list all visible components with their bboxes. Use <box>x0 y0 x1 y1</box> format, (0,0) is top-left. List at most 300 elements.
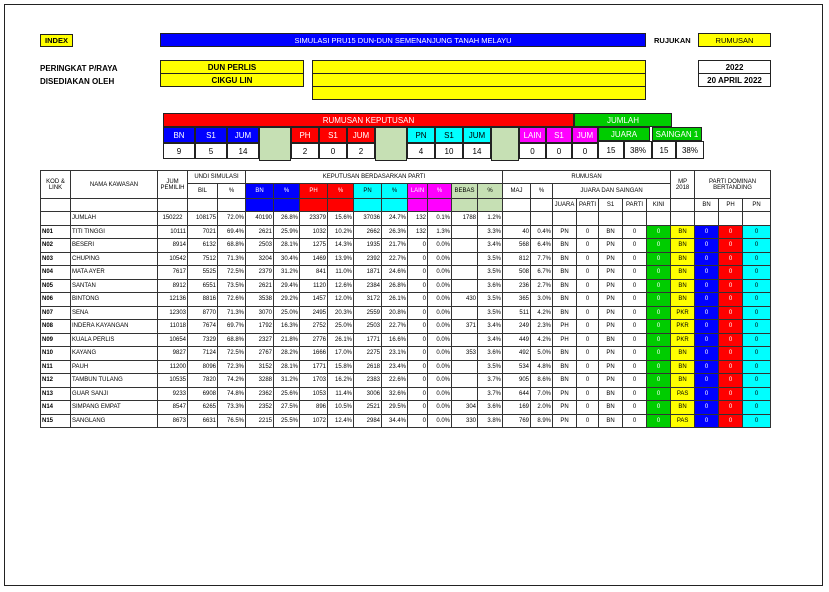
kini-cell: 0 <box>647 239 671 253</box>
mp2018-cell: PAS <box>671 414 695 428</box>
maj-pct: 2.3% <box>531 320 553 334</box>
mp2018-cell: BN <box>671 225 695 239</box>
juara-cell: BN <box>553 347 577 361</box>
ph-pct: 10.2% <box>328 225 354 239</box>
nama-kawasan: GUAR SANJI <box>71 387 158 401</box>
bebas-pct: 3.6% <box>478 347 503 361</box>
kod-link[interactable]: N01 <box>41 225 71 239</box>
empty-cell <box>274 199 300 212</box>
dominan-pn-cell: 0 <box>743 360 771 374</box>
pn-pct: 22.6% <box>382 374 408 388</box>
bebas-pct: 3.4% <box>478 239 503 253</box>
mp2018-cell: BN <box>671 252 695 266</box>
bebas-pct: 3.6% <box>478 279 503 293</box>
year-value: 2022 <box>698 60 771 74</box>
ph-pct: 12.6% <box>328 279 354 293</box>
dominan-bn-cell: 0 <box>695 401 719 415</box>
ph-undi: 1032 <box>300 225 328 239</box>
pn-undi: 1771 <box>354 333 382 347</box>
ph-pct: 15.8% <box>328 360 354 374</box>
lain-undi: 0 <box>408 252 428 266</box>
pn-pct: 20.8% <box>382 306 408 320</box>
dominan-pn-cell: 0 <box>743 252 771 266</box>
nama-kawasan: MATA AYER <box>71 266 158 280</box>
empty-cell <box>671 199 695 212</box>
pn-undi: 2503 <box>354 320 382 334</box>
pn-undi: 2392 <box>354 252 382 266</box>
kod-link[interactable]: N02 <box>41 239 71 253</box>
table-row[interactable] <box>41 225 771 239</box>
ph-pct: 13.9% <box>328 252 354 266</box>
note-field-1[interactable] <box>312 60 646 74</box>
dominan-ph-cell: 0 <box>719 293 743 307</box>
kini-cell: 0 <box>647 252 671 266</box>
lain-undi: 0 <box>408 374 428 388</box>
pn-pct: 21.7% <box>382 239 408 253</box>
empty-cell <box>553 212 577 226</box>
date-value: 20 APRIL 2022 <box>698 73 771 87</box>
mp2018-cell: PKR <box>671 306 695 320</box>
bebas-undi <box>452 374 478 388</box>
mp2018-cell: PAS <box>671 387 695 401</box>
bn-pct: 16.3% <box>274 320 300 334</box>
nama-kawasan: PAUH <box>71 360 158 374</box>
disediakan-value[interactable]: CIKGU LIN <box>160 73 304 87</box>
maj-undi: 644 <box>503 387 531 401</box>
kod-link[interactable]: N15 <box>41 414 71 428</box>
parti2-cell: 0 <box>623 279 647 293</box>
kini-cell: 0 <box>647 266 671 280</box>
undi-pct: 74.8% <box>218 387 246 401</box>
results-table <box>40 170 771 428</box>
rujukan-label: RUJUKAN <box>654 36 691 45</box>
kod-link[interactable]: N12 <box>41 374 71 388</box>
bebas-pct: 3.8% <box>478 414 503 428</box>
ph-undi: 1703 <box>300 374 328 388</box>
empty-cell <box>577 212 599 226</box>
header-pn-pct: % <box>382 184 408 199</box>
empty-cell <box>354 199 382 212</box>
dominan-bn-cell: 0 <box>695 320 719 334</box>
pn-pct: 16.6% <box>382 333 408 347</box>
maj-undi: 40 <box>503 225 531 239</box>
summary-saingan-value: 15 <box>652 141 676 159</box>
summary-header-ph-jum: JUM <box>347 127 375 143</box>
jumlah-cell: 132 <box>408 212 428 226</box>
rujukan-value[interactable]: RUMUSAN <box>698 33 771 47</box>
kod-link[interactable]: N14 <box>41 401 71 415</box>
undi-bil: 6265 <box>188 401 218 415</box>
pn-undi: 1935 <box>354 239 382 253</box>
bn-undi: 3152 <box>246 360 274 374</box>
bn-undi: 2379 <box>246 266 274 280</box>
header-ph-pct: % <box>328 184 354 199</box>
pn-undi: 2618 <box>354 360 382 374</box>
parti-cell: 0 <box>577 225 599 239</box>
bn-undi: 3070 <box>246 306 274 320</box>
bebas-undi <box>452 225 478 239</box>
table-row[interactable] <box>41 347 771 361</box>
lain-undi: 0 <box>408 279 428 293</box>
pn-pct: 32.6% <box>382 387 408 401</box>
parti-cell: 0 <box>577 387 599 401</box>
table-row[interactable] <box>41 293 771 307</box>
header-dominan-pn: PN <box>743 199 771 212</box>
ph-pct: 17.0% <box>328 347 354 361</box>
table-row[interactable] <box>41 279 771 293</box>
bebas-undi: 371 <box>452 320 478 334</box>
kini-cell: 0 <box>647 225 671 239</box>
ph-undi: 1457 <box>300 293 328 307</box>
header-bebas-pct: % <box>478 184 503 199</box>
undi-bil: 7512 <box>188 252 218 266</box>
table-row[interactable] <box>41 414 771 428</box>
header-bn-pct: % <box>274 184 300 199</box>
table-row[interactable] <box>41 320 771 334</box>
summary-spacer-2 <box>375 127 407 161</box>
ph-undi: 1275 <box>300 239 328 253</box>
dominan-ph-cell: 0 <box>719 239 743 253</box>
ph-pct: 11.0% <box>328 266 354 280</box>
s1-cell: BN <box>599 401 623 415</box>
table-row[interactable] <box>41 333 771 347</box>
undi-bil: 7124 <box>188 347 218 361</box>
pn-pct: 26.1% <box>382 293 408 307</box>
juara-cell: PN <box>553 387 577 401</box>
peringkat-value[interactable]: DUN PERLIS <box>160 60 304 74</box>
header-s1: S1 <box>599 199 623 212</box>
header-mp2018: MP 2018 <box>671 171 695 199</box>
bebas-undi <box>452 266 478 280</box>
kod-link[interactable]: N11 <box>41 360 71 374</box>
s1-cell: PN <box>599 279 623 293</box>
undi-pct: 72.5% <box>218 266 246 280</box>
lain-pct: 0.0% <box>428 374 452 388</box>
lain-undi: 132 <box>408 225 428 239</box>
undi-pct: 68.8% <box>218 239 246 253</box>
table-row[interactable] <box>41 387 771 401</box>
summary-value-ph-jum: 2 <box>347 143 375 159</box>
table-row[interactable] <box>41 252 771 266</box>
pn-pct: 24.6% <box>382 266 408 280</box>
bn-undi: 3538 <box>246 293 274 307</box>
maj-pct: 8.6% <box>531 374 553 388</box>
header-undi-simulasi: UNDI SIMULASI <box>188 171 246 184</box>
kod-link[interactable]: N07 <box>41 306 71 320</box>
mp2018-cell: BN <box>671 266 695 280</box>
note-field-3[interactable] <box>312 86 646 100</box>
header-ph: PH <box>300 184 328 199</box>
ph-undi: 2776 <box>300 333 328 347</box>
header-juara-saingan: JUARA DAN SAINGAN <box>553 184 671 199</box>
ph-pct: 14.3% <box>328 239 354 253</box>
dominan-pn-cell: 0 <box>743 279 771 293</box>
nama-kawasan: BINTONG <box>71 293 158 307</box>
lain-undi: 0 <box>408 293 428 307</box>
nama-kawasan: SANTAN <box>71 279 158 293</box>
dominan-pn-cell: 0 <box>743 320 771 334</box>
ph-pct: 12.4% <box>328 414 354 428</box>
bn-pct: 30.4% <box>274 252 300 266</box>
maj-pct: 6.4% <box>531 239 553 253</box>
parti-cell: 0 <box>577 347 599 361</box>
dominan-ph-cell: 0 <box>719 387 743 401</box>
kod-link[interactable]: N10 <box>41 347 71 361</box>
pn-undi: 2984 <box>354 414 382 428</box>
jum-pemilih: 7617 <box>158 266 188 280</box>
jumlah-cell: 1.2% <box>478 212 503 226</box>
kod-link[interactable]: N03 <box>41 252 71 266</box>
header-bn: BN <box>246 184 274 199</box>
header-jum-pemilih: JUM PEMILIH <box>158 171 188 199</box>
table-row[interactable] <box>41 306 771 320</box>
jum-pemilih: 11018 <box>158 320 188 334</box>
maj-undi: 249 <box>503 320 531 334</box>
note-field-2[interactable] <box>312 73 646 87</box>
mp2018-cell: BN <box>671 347 695 361</box>
nama-kawasan: SIMPANG EMPAT <box>71 401 158 415</box>
empty-cell <box>188 199 218 212</box>
header-parti-dominan: PARTI DOMINAN BERTANDING <box>695 171 771 199</box>
dominan-ph-cell: 0 <box>719 401 743 415</box>
dominan-ph-cell: 0 <box>719 279 743 293</box>
pn-undi: 2275 <box>354 347 382 361</box>
pn-undi: 2559 <box>354 306 382 320</box>
ph-undi: 841 <box>300 266 328 280</box>
kod-link[interactable]: N06 <box>41 293 71 307</box>
ph-pct: 20.3% <box>328 306 354 320</box>
table-row[interactable] <box>41 360 771 374</box>
empty-cell <box>531 212 553 226</box>
lain-pct: 0.0% <box>428 387 452 401</box>
maj-pct: 4.2% <box>531 333 553 347</box>
kini-cell: 0 <box>647 387 671 401</box>
summary-juara-value: 15 <box>598 141 624 159</box>
maj-undi: 511 <box>503 306 531 320</box>
dominan-bn-cell: 0 <box>695 279 719 293</box>
index-button[interactable]: INDEX <box>40 34 73 47</box>
pn-pct: 23.4% <box>382 360 408 374</box>
undi-pct: 69.4% <box>218 225 246 239</box>
summary-value-pn: 4 <box>407 143 435 159</box>
summary-bn-col <box>163 127 195 159</box>
juara-cell: PN <box>553 225 577 239</box>
dominan-bn-cell: 0 <box>695 293 719 307</box>
lain-pct: 0.0% <box>428 239 452 253</box>
header-keputusan: KEPUTUSAN BERDASARKAN PARTI <box>246 171 503 184</box>
s1-cell: PN <box>599 252 623 266</box>
parti2-cell: 0 <box>623 225 647 239</box>
summary-header-lain-s1: S1 <box>546 127 572 143</box>
nama-kawasan: SANGLANG <box>71 414 158 428</box>
empty-cell <box>246 199 274 212</box>
nama-kawasan: TAMBUN TULANG <box>71 374 158 388</box>
parti2-cell: 0 <box>623 401 647 415</box>
summary-value-pn-s1: 10 <box>435 143 463 159</box>
bebas-pct: 3.3% <box>478 225 503 239</box>
parti-cell: 0 <box>577 333 599 347</box>
ph-undi: 2495 <box>300 306 328 320</box>
dominan-pn-cell: 0 <box>743 293 771 307</box>
bebas-pct: 3.7% <box>478 374 503 388</box>
ph-undi: 2752 <box>300 320 328 334</box>
pn-pct: 22.7% <box>382 320 408 334</box>
kod-link[interactable]: N13 <box>41 387 71 401</box>
header-kod: KOD & LINK <box>41 171 71 199</box>
kod-link[interactable]: N04 <box>41 266 71 280</box>
parti-cell: 0 <box>577 401 599 415</box>
maj-pct: 2.0% <box>531 401 553 415</box>
parti-cell: 0 <box>577 374 599 388</box>
ph-undi: 1771 <box>300 360 328 374</box>
kini-cell: 0 <box>647 360 671 374</box>
lain-undi: 0 <box>408 414 428 428</box>
nama-kawasan: INDERA KAYANGAN <box>71 320 158 334</box>
undi-pct: 74.2% <box>218 374 246 388</box>
header-bil: BIL <box>188 184 218 199</box>
maj-pct: 7.0% <box>531 387 553 401</box>
header-maj: MAJ <box>503 184 531 199</box>
juara-cell: PH <box>553 320 577 334</box>
table-row[interactable] <box>41 401 771 415</box>
bn-pct: 25.0% <box>274 306 300 320</box>
jumlah-cell: 0.1% <box>428 212 452 226</box>
kod-link[interactable]: N09 <box>41 333 71 347</box>
dominan-ph-cell: 0 <box>719 306 743 320</box>
juara-cell: BN <box>553 293 577 307</box>
dominan-bn-cell: 0 <box>695 266 719 280</box>
lain-pct: 0.0% <box>428 333 452 347</box>
dominan-ph-cell: 0 <box>719 347 743 361</box>
lain-undi: 0 <box>408 360 428 374</box>
s1-cell: PN <box>599 239 623 253</box>
bn-pct: 31.2% <box>274 374 300 388</box>
bn-undi: 3204 <box>246 252 274 266</box>
summary-header-bn: BN <box>163 127 195 143</box>
pn-undi: 2662 <box>354 225 382 239</box>
dominan-pn-cell: 0 <box>743 347 771 361</box>
bn-pct: 25.5% <box>274 414 300 428</box>
header-nama: NAMA KAWASAN <box>71 171 158 199</box>
pn-pct: 23.1% <box>382 347 408 361</box>
undi-bil: 5525 <box>188 266 218 280</box>
empty-cell <box>599 212 623 226</box>
bn-undi: 3288 <box>246 374 274 388</box>
dominan-bn-cell: 0 <box>695 374 719 388</box>
nama-kawasan: CHUPING <box>71 252 158 266</box>
jum-pemilih: 11200 <box>158 360 188 374</box>
empty-cell <box>531 199 553 212</box>
summary-value-lain-jum: 0 <box>572 143 598 159</box>
parti2-cell: 0 <box>623 266 647 280</box>
juara-cell: PH <box>553 333 577 347</box>
dominan-bn-cell: 0 <box>695 347 719 361</box>
empty-cell <box>503 212 531 226</box>
bebas-pct: 3.5% <box>478 360 503 374</box>
kini-cell: 0 <box>647 414 671 428</box>
juara-cell: BN <box>553 266 577 280</box>
pn-pct: 29.5% <box>382 401 408 415</box>
empty-cell <box>695 212 719 226</box>
parti-cell: 0 <box>577 306 599 320</box>
bebas-pct: 3.5% <box>478 252 503 266</box>
summary-juara-pct: 38% <box>624 141 652 159</box>
header-rumusan: RUMUSAN <box>503 171 671 184</box>
bn-undi: 2767 <box>246 347 274 361</box>
jumlah-cell: 23379 <box>300 212 328 226</box>
bn-pct: 27.5% <box>274 401 300 415</box>
bn-pct: 29.4% <box>274 279 300 293</box>
jum-pemilih: 12303 <box>158 306 188 320</box>
lain-undi: 0 <box>408 266 428 280</box>
bn-pct: 25.9% <box>274 225 300 239</box>
pn-pct: 22.7% <box>382 252 408 266</box>
dominan-pn-cell: 0 <box>743 306 771 320</box>
s1-cell: PN <box>599 306 623 320</box>
jumlah-cell: 26.8% <box>274 212 300 226</box>
empty-cell <box>452 199 478 212</box>
summary-header-saingan: SAINGAN 1 <box>652 127 702 141</box>
maj-pct: 0.4% <box>531 225 553 239</box>
lain-pct: 0.0% <box>428 266 452 280</box>
header-dominan-bn: BN <box>695 199 719 212</box>
table-row[interactable] <box>41 239 771 253</box>
lain-undi: 0 <box>408 239 428 253</box>
empty-cell <box>743 212 771 226</box>
parti2-cell: 0 <box>623 320 647 334</box>
empty-cell <box>623 212 647 226</box>
bebas-undi <box>452 360 478 374</box>
ph-undi: 896 <box>300 401 328 415</box>
summary-value-bn-jum: 14 <box>227 143 259 159</box>
dominan-ph-cell: 0 <box>719 320 743 334</box>
pn-pct: 26.8% <box>382 279 408 293</box>
summary-value-lain-s1: 0 <box>546 143 572 159</box>
peringkat-label: PERINGKAT P/RAYA <box>40 64 118 73</box>
jum-pemilih: 10111 <box>158 225 188 239</box>
bebas-pct: 3.4% <box>478 320 503 334</box>
maj-undi: 236 <box>503 279 531 293</box>
mp2018-cell: BN <box>671 360 695 374</box>
undi-bil: 6908 <box>188 387 218 401</box>
maj-pct: 2.7% <box>531 279 553 293</box>
header-lain: LAIN <box>408 184 428 199</box>
parti-cell: 0 <box>577 293 599 307</box>
s1-cell: BN <box>599 387 623 401</box>
pn-undi: 1871 <box>354 266 382 280</box>
juara-cell: BN <box>553 360 577 374</box>
parti-cell: 0 <box>577 360 599 374</box>
header-parti: PARTI <box>577 199 599 212</box>
dominan-bn-cell: 0 <box>695 387 719 401</box>
bebas-undi: 430 <box>452 293 478 307</box>
jum-pemilih: 8547 <box>158 401 188 415</box>
summary-header-ph-s1: S1 <box>319 127 347 143</box>
s1-cell: PN <box>599 347 623 361</box>
bn-undi: 2327 <box>246 333 274 347</box>
undi-pct: 72.5% <box>218 347 246 361</box>
kini-cell: 0 <box>647 293 671 307</box>
dominan-ph-cell: 0 <box>719 360 743 374</box>
kod-link[interactable]: N08 <box>41 320 71 334</box>
s1-cell: PN <box>599 374 623 388</box>
jum-pemilih: 10542 <box>158 252 188 266</box>
table-row[interactable] <box>41 266 771 280</box>
table-row[interactable] <box>41 374 771 388</box>
jum-pemilih: 9233 <box>158 387 188 401</box>
kod-link[interactable]: N05 <box>41 279 71 293</box>
bebas-undi <box>452 252 478 266</box>
